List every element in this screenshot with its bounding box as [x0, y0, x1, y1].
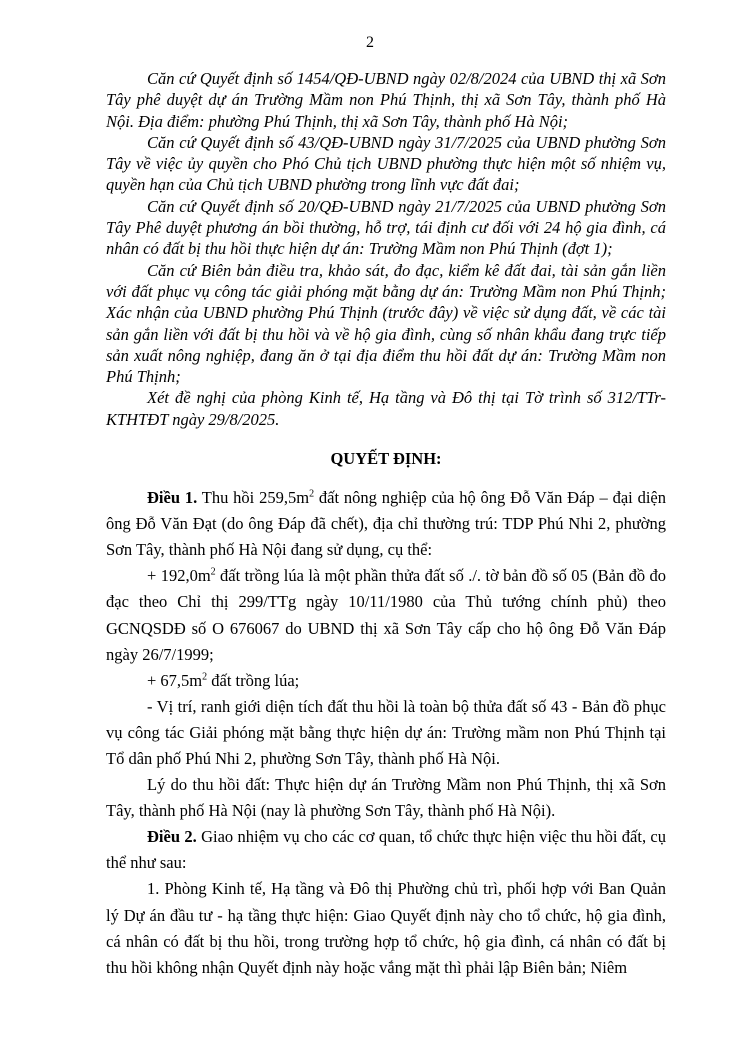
article-1-intro: Điều 1. Thu hồi $259,5m^2$ đất nông nghiệp của hộ ông Đỗ Văn Đáp – đại diện ông Đỗ Văn Đạt (do ông Đáp đã chết), địa chỉ thường trú: TDP Phú Nhi 2, phường Sơn Tây, thành phố Hà Nội đang sử dụng, cụ thể:	[106, 488, 667, 560]
preamble-paragraph: Căn cứ Quyết định số 20/QĐ-UBND ngày 21/7/2025 của UBND phường Sơn Tây Phê duyệt phương án bồi thường, hỗ trợ, tái định cư đối với 24 hộ gia đình, cá nhân có đất bị thu hồi thực hiện dự án: Trường Mầm non Phú Thịnh (đợt 1);	[106, 196, 666, 259]
document-body	[106, 68, 666, 981]
article-1-label: Điều 1.	[147, 488, 198, 508]
superscript: 2	[202, 671, 208, 683]
article-2-intro: Điều 2. Giao nhiệm vụ cho các cơ quan, tổ chức thực hiện việc thu hồi đất, cụ thể như sau:	[106, 827, 666, 873]
article-1-location: - Vị trí, ranh giới diện tích đất thu hồi là toàn bộ thửa đất số 43 - Bản đồ phục vụ công tác Giải phóng mặt bằng thực hiện dự án: Trường mầm non Phú Thịnh tại Tổ dân phố Phú Nhi 2, phường Sơn Tây, thành phố Hà Nội.	[106, 696, 666, 768]
preamble-paragraph: Căn cứ Quyết định số 1454/QĐ-UBND ngày 02/8/2024 của UBND thị xã Sơn Tây phê duyệt dự án Trường Mầm non Phú Thịnh, thị xã Sơn Tây, thành phố Hà Nội. Địa điểm: phường Phú Thịnh, thị xã Sơn Tây, thành phố Hà Nội;	[106, 69, 666, 131]
article-2-item: 1. Phòng Kinh tế, Hạ tầng và Đô thị Phường chủ trì, phối hợp với Ban Quản lý Dự án đầu tư - hạ tầng thực hiện: Giao Quyết định này cho tổ chức, hộ gia đình, cá nhân có đất bị thu hồi, trong trường hợp tổ chức, hộ gia đình, cá nhân có đất bị thu hồi không nhận Quyết định này hoặc vắng mặt thì phải lập Biên bản; Niêm	[106, 879, 666, 977]
superscript: 2	[309, 488, 315, 500]
page-number: 2	[366, 34, 374, 51]
preamble-paragraph: Căn cứ Quyết định số 43/QĐ-UBND ngày 31/7/2025 của UBND phường Sơn Tây về việc ủy quyền cho Phó Chủ tịch UBND phường thực hiện một số nhiệm vụ, quyền hạn của Chủ tịch UBND phường trong lĩnh vực đất đai;	[106, 132, 666, 195]
article-1-reason: Lý do thu hồi đất: Thực hiện dự án Trường Mầm non Phú Thịnh, thị xã Sơn Tây, thành phố Hà Nội (nay là phường Sơn Tây, thành phố Hà Nội).	[106, 775, 666, 821]
article-2-label: Điều 2.	[147, 827, 197, 847]
decision-title: QUYẾT ĐỊNH:	[330, 449, 442, 469]
preamble-paragraph: Xét đề nghị của phòng Kinh tế, Hạ tầng và Đô thị tại Tờ trình số 312/TTr-KTHTĐT ngày 29/8/2025.	[106, 388, 666, 429]
preamble-paragraph: Căn cứ Biên bản điều tra, khảo sát, đo đạc, kiểm kê đất đai, tài sản gắn liền với đất phục vụ công tác giải phóng mặt bằng dự án: Trường Mầm non Phú Thịnh; Xác nhận của UBND phường Phú Thịnh (trước đây) về việc sử dụng đất, về các tài sản gắn liền với đất bị thu hồi và về hộ gia đình, cùng số nhân khẩu đang trực tiếp sản xuất nông nghiệp, đang ăn ở tại địa điểm thu hồi đất dự án: Trường Mầm non Phú Thịnh;	[106, 260, 666, 387]
superscript: 2	[210, 566, 216, 578]
article-1-item: + $192,0m^2$ đất trồng lúa là một phần thửa đất số ./. tờ bản đồ số 05 (Bản đồ đo đạc theo Chỉ thị 299/TTg ngày 10/11/1980 của Thủ tướng chính phủ) theo GCNQSDĐ số O 676067 do UBND thị xã Sơn Tây cấp cho hộ ông Đỗ Văn Đáp ngày 26/7/1999;	[106, 566, 667, 664]
article-1-item: + $67,5m^2$ đất trồng lúa;	[147, 670, 300, 690]
